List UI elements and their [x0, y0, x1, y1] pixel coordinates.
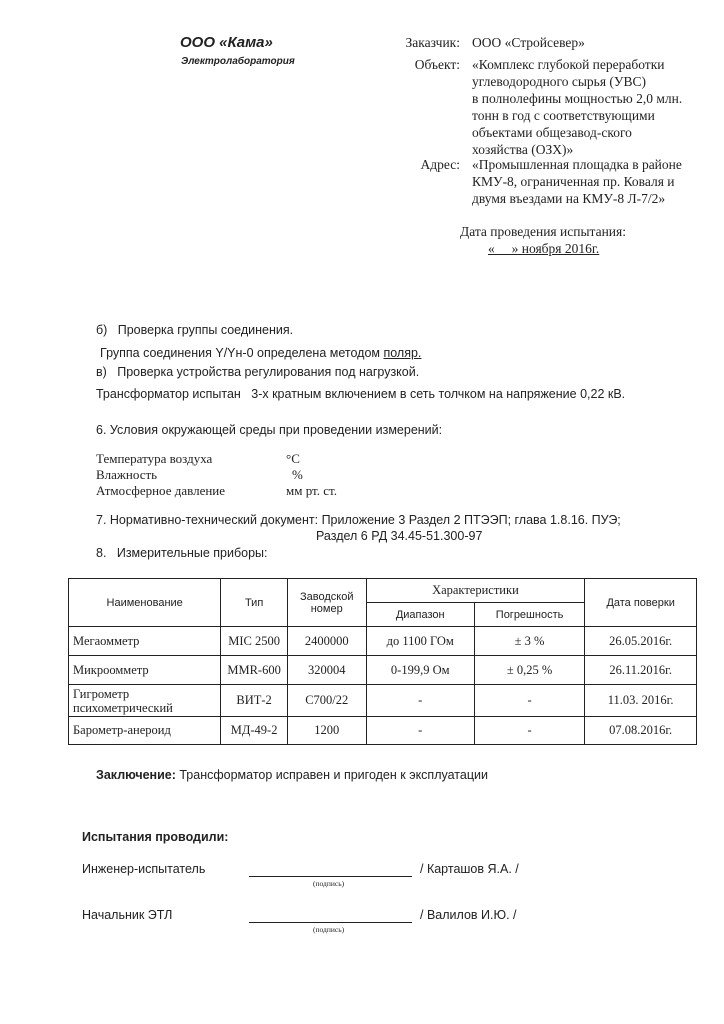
col-header-name: Наименование	[69, 579, 221, 627]
customer-value: ООО «Стройсевер»	[472, 35, 585, 50]
cell-serial: 2400000	[287, 627, 366, 656]
table-row	[69, 685, 697, 717]
cell-date: 26.05.2016г.	[585, 627, 697, 656]
env-unit: мм рт. ст.	[286, 483, 337, 498]
section-6-title: 6. Условия окружающей среды при проведении измерений:	[96, 423, 443, 437]
cell-name: Мегаомметр	[69, 627, 221, 656]
conclusion-text: Трансформатор исправен и пригоден к эксплуатации	[175, 768, 488, 782]
section-b-title: б) Проверка группы соединения.	[96, 323, 294, 337]
signature-line	[249, 922, 412, 923]
signature-line	[249, 876, 412, 877]
cell-serial: 1200	[287, 717, 366, 745]
cell-name: Барометр-анероид	[69, 717, 221, 745]
section-b-text-prefix: Группа соединения Y/Yн-0 определена методом	[100, 346, 384, 360]
signature-name: / Валилов И.Ю. /	[420, 908, 517, 922]
object-line: тонн в год с соответствующими	[472, 108, 655, 123]
col-header-type: Тип	[221, 579, 288, 627]
cell-type: MMR-600	[221, 656, 288, 685]
col-header-range: Диапазон	[366, 603, 474, 627]
col-header-error: Погрешность	[474, 603, 584, 627]
section-7-line2: Раздел 6 РД 34.45-51.300-97	[316, 529, 483, 543]
col-header-serial-line2: номер	[310, 602, 343, 615]
org-name: ООО «Кама»	[180, 34, 273, 51]
object-line: «Комплекс глубокой переработки	[472, 57, 665, 72]
cell-type: МД-49-2	[221, 717, 288, 745]
object-line: углеводородного сырья (УВС)	[472, 74, 646, 89]
signatures-title: Испытания проводили:	[82, 830, 229, 844]
address-line: двумя въездами на КМУ-8 Л-7/2»	[472, 191, 666, 206]
test-date-value: « » ноября 2016г.	[488, 241, 600, 256]
object-line: объектами общезавод-ского	[472, 125, 632, 140]
col-header-date: Дата поверки	[585, 579, 697, 627]
address-label: Адрес:	[420, 157, 460, 172]
object-label: Объект:	[414, 57, 460, 72]
table-header-row	[69, 579, 697, 603]
cell-range: -	[366, 685, 474, 717]
object-line: в полнолефины мощностью 2,0 млн.	[472, 91, 683, 106]
section-8-title: 8. Измерительные приборы:	[96, 546, 268, 560]
section-v-text: Трансформатор испытан 3-х кратным включением в сеть толчком на напряжение 0,22 кВ.	[96, 387, 626, 401]
table-row	[69, 656, 697, 685]
conclusion-label: Заключение:	[96, 768, 176, 782]
signature-role: Инженер-испытатель	[82, 862, 206, 876]
test-date-label: Дата проведения испытания:	[460, 224, 626, 239]
table-row	[69, 627, 697, 656]
cell-date: 07.08.2016г.	[585, 717, 697, 745]
customer-label: Заказчик:	[405, 35, 460, 50]
cell-date: 26.11.2016г.	[585, 656, 697, 685]
cell-error: ± 0,25 %	[474, 656, 584, 685]
cell-error: ± 3 %	[474, 627, 584, 656]
section-7-line1: 7. Нормативно-технический документ: Приложение 3 Раздел 2 ПТЭЭП; глава 1.8.16. ПУЭ;	[96, 513, 621, 527]
signature-hint: (подпись)	[313, 879, 345, 888]
address-line: КМУ-8, ограниченная пр. Коваля и	[472, 174, 675, 189]
table-row	[69, 717, 697, 745]
env-unit: °С	[286, 451, 300, 466]
cell-serial: 320004	[287, 656, 366, 685]
signature-role: Начальник ЭТЛ	[82, 908, 173, 922]
col-header-characteristics: Характеристики	[366, 579, 585, 603]
signature-name: / Карташов Я.А. /	[420, 862, 519, 876]
cell-serial: С700/22	[287, 685, 366, 717]
cell-date: 11.03. 2016г.	[585, 685, 697, 717]
cell-range: 0-199,9 Ом	[366, 656, 474, 685]
signature-hint: (подпись)	[313, 925, 345, 934]
org-subtitle: Электролаборатория	[181, 56, 295, 67]
instruments-table	[68, 578, 697, 745]
cell-range: до 1100 ГОм	[366, 627, 474, 656]
env-label: Атмосферное давление	[96, 483, 226, 498]
env-unit: %	[292, 467, 303, 482]
cell-name: Микроомметр	[69, 656, 221, 685]
col-header-serial-line1: Заводской	[299, 590, 354, 603]
conclusion	[96, 768, 488, 782]
cell-error: -	[474, 717, 584, 745]
object-value	[472, 56, 682, 158]
section-b-text	[100, 346, 421, 360]
section-v-title: в) Проверка устройства регулирования под нагрузкой.	[96, 365, 420, 379]
cell-name: Гигрометр психометрический	[69, 685, 221, 717]
cell-range: -	[366, 717, 474, 745]
address-value	[472, 156, 682, 207]
object-line: хозяйства (ОЗХ)»	[472, 142, 574, 157]
col-header-serial	[287, 579, 366, 627]
address-line: «Промышленная площадка в районе	[472, 157, 682, 172]
section-b-method: поляр.	[383, 346, 422, 360]
env-label: Температура воздуха	[96, 451, 213, 466]
cell-type: MIC 2500	[221, 627, 288, 656]
cell-error: -	[474, 685, 584, 717]
cell-type: ВИТ-2	[221, 685, 288, 717]
env-label: Влажность	[96, 467, 158, 482]
